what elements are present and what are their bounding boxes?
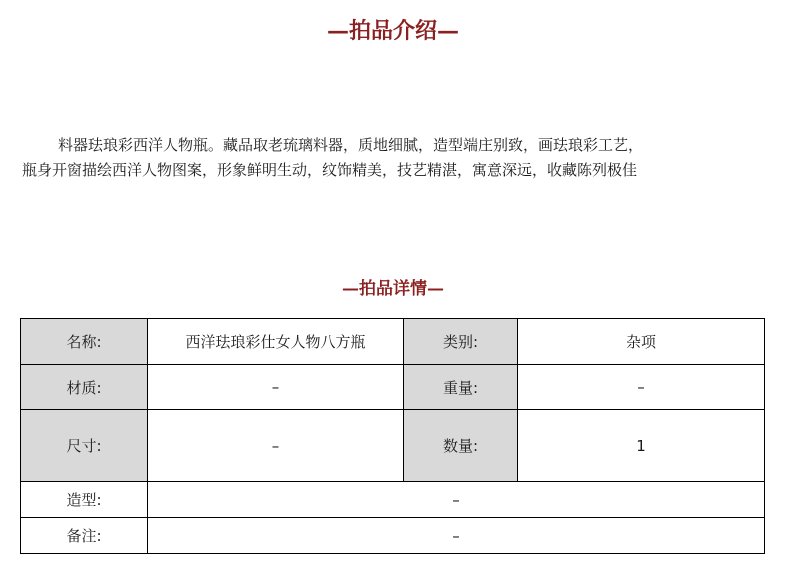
table-row xyxy=(21,319,765,365)
quantity-value: 1 xyxy=(518,410,765,482)
weight-value: – xyxy=(518,365,765,410)
remark-value: – xyxy=(148,518,765,554)
intro-text-line-1: 料器珐琅彩西洋人物瓶。藏品取老琉璃料器，质地细腻，造型端庄别致，画珐琅彩工艺， xyxy=(58,136,644,154)
details-table xyxy=(20,318,765,554)
table-row xyxy=(21,410,765,482)
intro-section-title: —拍品介绍— xyxy=(326,18,459,44)
size-label: 尺寸: xyxy=(21,410,148,482)
remark-label: 备注: xyxy=(21,518,148,554)
size-value: – xyxy=(148,410,404,482)
name-value: 西洋珐琅彩仕女人物八方瓶 xyxy=(148,319,404,365)
category-label: 类别: xyxy=(404,319,518,365)
name-label: 名称: xyxy=(21,319,148,365)
material-value: – xyxy=(148,365,404,410)
quantity-label: 数量: xyxy=(404,410,518,482)
details-section-title: —拍品详情— xyxy=(342,279,444,299)
material-label: 材质: xyxy=(21,365,148,410)
category-value: 杂项 xyxy=(518,319,765,365)
shape-label: 造型: xyxy=(21,482,148,518)
weight-label: 重量: xyxy=(404,365,518,410)
shape-value: – xyxy=(148,482,765,518)
intro-paragraph xyxy=(22,133,766,183)
table-row xyxy=(21,365,765,410)
table-row xyxy=(21,518,765,554)
intro-text-line-2: 瓶身开窗描绘西洋人物图案，形象鲜明生动，纹饰精美，技艺精湛，寓意深远，收藏陈列极佳 xyxy=(22,161,638,179)
table-row xyxy=(21,482,765,518)
